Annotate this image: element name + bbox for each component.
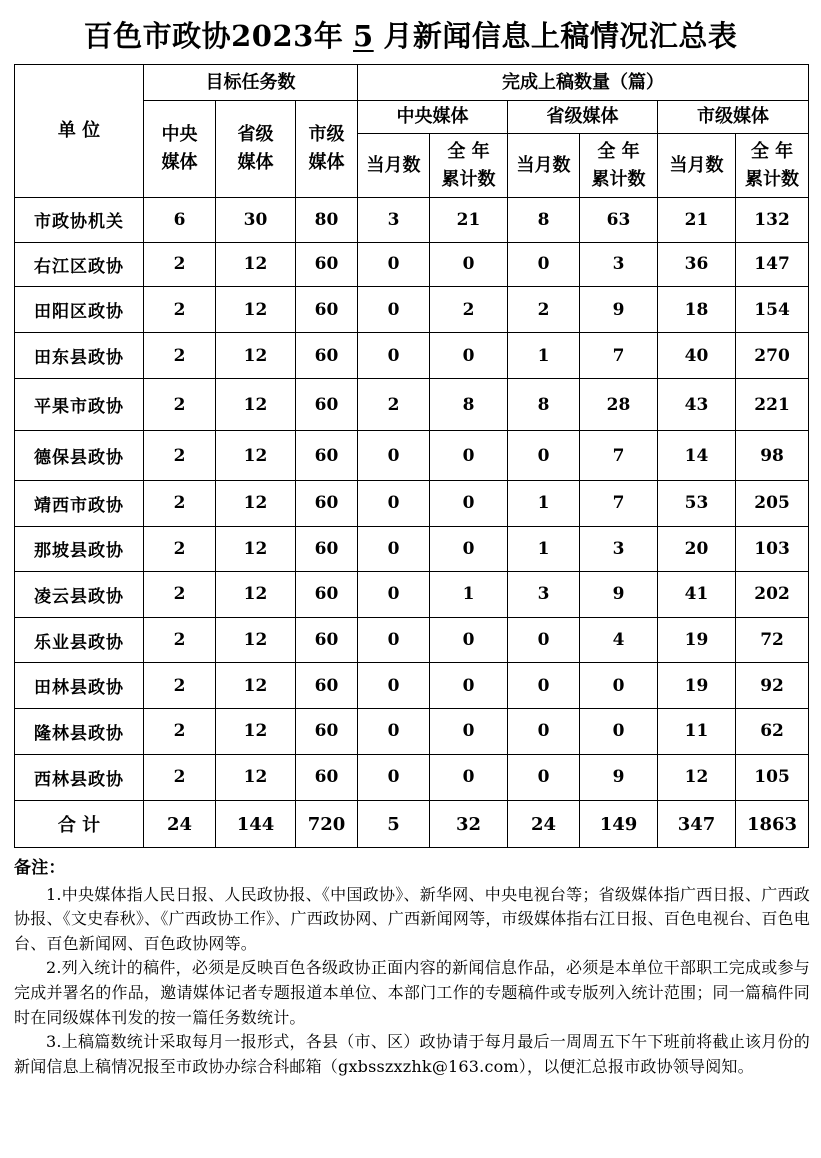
value-cell: 9 [580, 287, 658, 333]
title-prefix: 百色市政协2023年 [83, 19, 344, 53]
value-cell: 103 [736, 526, 809, 572]
header-done-group: 完成上稿数量（篇） [358, 65, 809, 101]
unit-name-cell: 凌云县政协 [15, 572, 144, 618]
value-cell: 2 [358, 379, 430, 431]
value-cell: 2 [430, 287, 508, 333]
value-cell: 21 [430, 198, 508, 243]
value-cell: 60 [296, 379, 358, 431]
value-cell: 43 [658, 379, 736, 431]
value-cell: 154 [736, 287, 809, 333]
value-cell: 0 [358, 332, 430, 379]
note-item: 3.上稿篇数统计采取每月一报形式，各县（市、区）政协请于每月最后一周周五下午下班前将截止该月份的新闻信息上稿情况报至市政协办综合科邮箱（gxbsszxzhk@163.com），以便汇总报市政协领导阅知。 [14, 1032, 810, 1076]
header-unit: 单 位 [15, 65, 144, 198]
value-cell: 8 [508, 379, 580, 431]
header-city-media: 市级媒体 [658, 101, 809, 134]
table-row [15, 431, 809, 481]
value-cell: 0 [358, 663, 430, 709]
unit-name-cell: 乐业县政协 [15, 617, 144, 663]
total-value-cell: 24 [508, 801, 580, 848]
unit-name-cell: 隆林县政协 [15, 709, 144, 755]
total-value-cell: 32 [430, 801, 508, 848]
table-row [15, 198, 809, 243]
value-cell: 2 [144, 754, 216, 801]
value-cell: 0 [430, 480, 508, 526]
value-cell: 0 [508, 617, 580, 663]
value-cell: 12 [658, 754, 736, 801]
value-cell: 0 [430, 709, 508, 755]
unit-name-cell: 田东县政协 [15, 332, 144, 379]
table-row [15, 617, 809, 663]
value-cell: 20 [658, 526, 736, 572]
value-cell: 0 [358, 431, 430, 481]
value-cell: 0 [430, 431, 508, 481]
value-cell: 2 [144, 287, 216, 333]
value-cell: 92 [736, 663, 809, 709]
value-cell: 0 [580, 709, 658, 755]
value-cell: 12 [216, 526, 296, 572]
value-cell: 2 [144, 332, 216, 379]
value-cell: 0 [430, 617, 508, 663]
value-cell: 9 [580, 572, 658, 618]
value-cell: 80 [296, 198, 358, 243]
value-cell: 18 [658, 287, 736, 333]
value-cell: 12 [216, 287, 296, 333]
value-cell: 40 [658, 332, 736, 379]
value-cell: 30 [216, 198, 296, 243]
value-cell: 9 [580, 754, 658, 801]
value-cell: 36 [658, 242, 736, 287]
value-cell: 270 [736, 332, 809, 379]
header-city-year: 全 年 累计数 [736, 134, 809, 198]
unit-name-cell: 田林县政协 [15, 663, 144, 709]
title-suffix: 月新闻信息上稿情况汇总表 [383, 19, 738, 53]
unit-name-cell: 德保县政协 [15, 431, 144, 481]
total-label-cell: 合 计 [15, 801, 144, 848]
header-target-central: 中央 媒体 [144, 101, 216, 198]
total-value-cell: 347 [658, 801, 736, 848]
value-cell: 12 [216, 572, 296, 618]
report-title [0, 14, 821, 55]
unit-name-cell: 市政协机关 [15, 198, 144, 243]
table-row [15, 663, 809, 709]
value-cell: 60 [296, 242, 358, 287]
value-cell: 2 [144, 663, 216, 709]
value-cell: 105 [736, 754, 809, 801]
header-provincial-month: 当月数 [508, 134, 580, 198]
value-cell: 2 [144, 709, 216, 755]
header-target-group: 目标任务数 [144, 65, 358, 101]
value-cell: 7 [580, 480, 658, 526]
value-cell: 41 [658, 572, 736, 618]
table-row [15, 332, 809, 379]
total-value-cell: 144 [216, 801, 296, 848]
value-cell: 12 [216, 431, 296, 481]
value-cell: 1 [508, 480, 580, 526]
value-cell: 0 [508, 663, 580, 709]
note-item: 2.列入统计的稿件，必须是反映百色各级政协正面内容的新闻信息作品，必须是本单位干部职工完成或参与完成并署名的作品，邀请媒体记者专题报道本单位、本部门工作的专题稿件或专版列入统计范围；同一篇稿件同时在同级媒体刊发的按一篇任务数统计。 [14, 958, 810, 1027]
unit-name-cell: 那坡县政协 [15, 526, 144, 572]
value-cell: 2 [144, 242, 216, 287]
value-cell: 147 [736, 242, 809, 287]
header-provincial-media: 省级媒体 [508, 101, 658, 134]
value-cell: 0 [430, 663, 508, 709]
unit-name-cell: 靖西市政协 [15, 480, 144, 526]
value-cell: 8 [430, 379, 508, 431]
value-cell: 60 [296, 617, 358, 663]
table-row [15, 754, 809, 801]
value-cell: 2 [144, 379, 216, 431]
value-cell: 2 [144, 572, 216, 618]
header-central-month: 当月数 [358, 134, 430, 198]
value-cell: 3 [580, 526, 658, 572]
value-cell: 6 [144, 198, 216, 243]
value-cell: 12 [216, 617, 296, 663]
value-cell: 205 [736, 480, 809, 526]
value-cell: 7 [580, 332, 658, 379]
table-row [15, 709, 809, 755]
value-cell: 1 [430, 572, 508, 618]
unit-name-cell: 平果市政协 [15, 379, 144, 431]
value-cell: 0 [358, 287, 430, 333]
value-cell: 72 [736, 617, 809, 663]
value-cell: 0 [358, 526, 430, 572]
value-cell: 12 [216, 242, 296, 287]
value-cell: 60 [296, 526, 358, 572]
value-cell: 12 [216, 480, 296, 526]
total-row [15, 801, 809, 848]
value-cell: 60 [296, 663, 358, 709]
value-cell: 0 [508, 754, 580, 801]
value-cell: 2 [144, 617, 216, 663]
value-cell: 53 [658, 480, 736, 526]
value-cell: 12 [216, 754, 296, 801]
table-row [15, 379, 809, 431]
header-provincial-year: 全 年 累计数 [580, 134, 658, 198]
value-cell: 12 [216, 663, 296, 709]
value-cell: 60 [296, 572, 358, 618]
table-body [15, 198, 809, 848]
value-cell: 12 [216, 332, 296, 379]
value-cell: 60 [296, 709, 358, 755]
header-target-provincial: 省级 媒体 [216, 101, 296, 198]
value-cell: 2 [144, 480, 216, 526]
header-central-media: 中央媒体 [358, 101, 508, 134]
value-cell: 0 [430, 526, 508, 572]
total-value-cell: 1863 [736, 801, 809, 848]
value-cell: 19 [658, 617, 736, 663]
value-cell: 0 [508, 431, 580, 481]
note-item: 1.中央媒体指人民日报、人民政协报、《中国政协》、新华网、中央电视台等；省级媒体指广西日报、广西政协报、《文史春秋》、《广西政协工作》、广西政协网、广西新闻网等，市级媒体指右江日报、百色电视台、百色电台、百色新闻网、百色政协网等。 [14, 884, 810, 953]
value-cell: 0 [508, 709, 580, 755]
value-cell: 60 [296, 287, 358, 333]
value-cell: 0 [358, 572, 430, 618]
value-cell: 0 [358, 709, 430, 755]
value-cell: 0 [358, 480, 430, 526]
header-central-year: 全 年 累计数 [430, 134, 508, 198]
total-value-cell: 24 [144, 801, 216, 848]
table-row [15, 480, 809, 526]
value-cell: 2 [144, 526, 216, 572]
value-cell: 0 [358, 242, 430, 287]
value-cell: 221 [736, 379, 809, 431]
value-cell: 0 [580, 663, 658, 709]
table-row [15, 572, 809, 618]
value-cell: 60 [296, 480, 358, 526]
unit-name-cell: 西林县政协 [15, 754, 144, 801]
total-value-cell: 5 [358, 801, 430, 848]
value-cell: 0 [430, 242, 508, 287]
value-cell: 19 [658, 663, 736, 709]
value-cell: 3 [508, 572, 580, 618]
unit-name-cell: 田阳区政协 [15, 287, 144, 333]
table-row [15, 287, 809, 333]
value-cell: 7 [580, 431, 658, 481]
notes-heading: 备注： [14, 858, 66, 878]
unit-name-cell: 右江区政协 [15, 242, 144, 287]
header-city-month: 当月数 [658, 134, 736, 198]
value-cell: 21 [658, 198, 736, 243]
value-cell: 0 [430, 332, 508, 379]
value-cell: 0 [358, 617, 430, 663]
value-cell: 60 [296, 332, 358, 379]
value-cell: 62 [736, 709, 809, 755]
value-cell: 4 [580, 617, 658, 663]
title-month: 5 [353, 19, 374, 53]
value-cell: 60 [296, 431, 358, 481]
value-cell: 1 [508, 332, 580, 379]
value-cell: 14 [658, 431, 736, 481]
summary-table [14, 64, 809, 848]
value-cell: 63 [580, 198, 658, 243]
value-cell: 202 [736, 572, 809, 618]
value-cell: 12 [216, 709, 296, 755]
value-cell: 98 [736, 431, 809, 481]
value-cell: 60 [296, 754, 358, 801]
value-cell: 12 [216, 379, 296, 431]
value-cell: 0 [508, 242, 580, 287]
value-cell: 28 [580, 379, 658, 431]
total-value-cell: 149 [580, 801, 658, 848]
value-cell: 3 [580, 242, 658, 287]
table-row [15, 526, 809, 572]
header-target-city: 市级 媒体 [296, 101, 358, 198]
table-row [15, 242, 809, 287]
value-cell: 11 [658, 709, 736, 755]
value-cell: 0 [358, 754, 430, 801]
value-cell: 8 [508, 198, 580, 243]
value-cell: 0 [430, 754, 508, 801]
value-cell: 2 [144, 431, 216, 481]
value-cell: 3 [358, 198, 430, 243]
value-cell: 1 [508, 526, 580, 572]
notes-section [14, 856, 810, 1079]
value-cell: 2 [508, 287, 580, 333]
value-cell: 132 [736, 198, 809, 243]
total-value-cell: 720 [296, 801, 358, 848]
